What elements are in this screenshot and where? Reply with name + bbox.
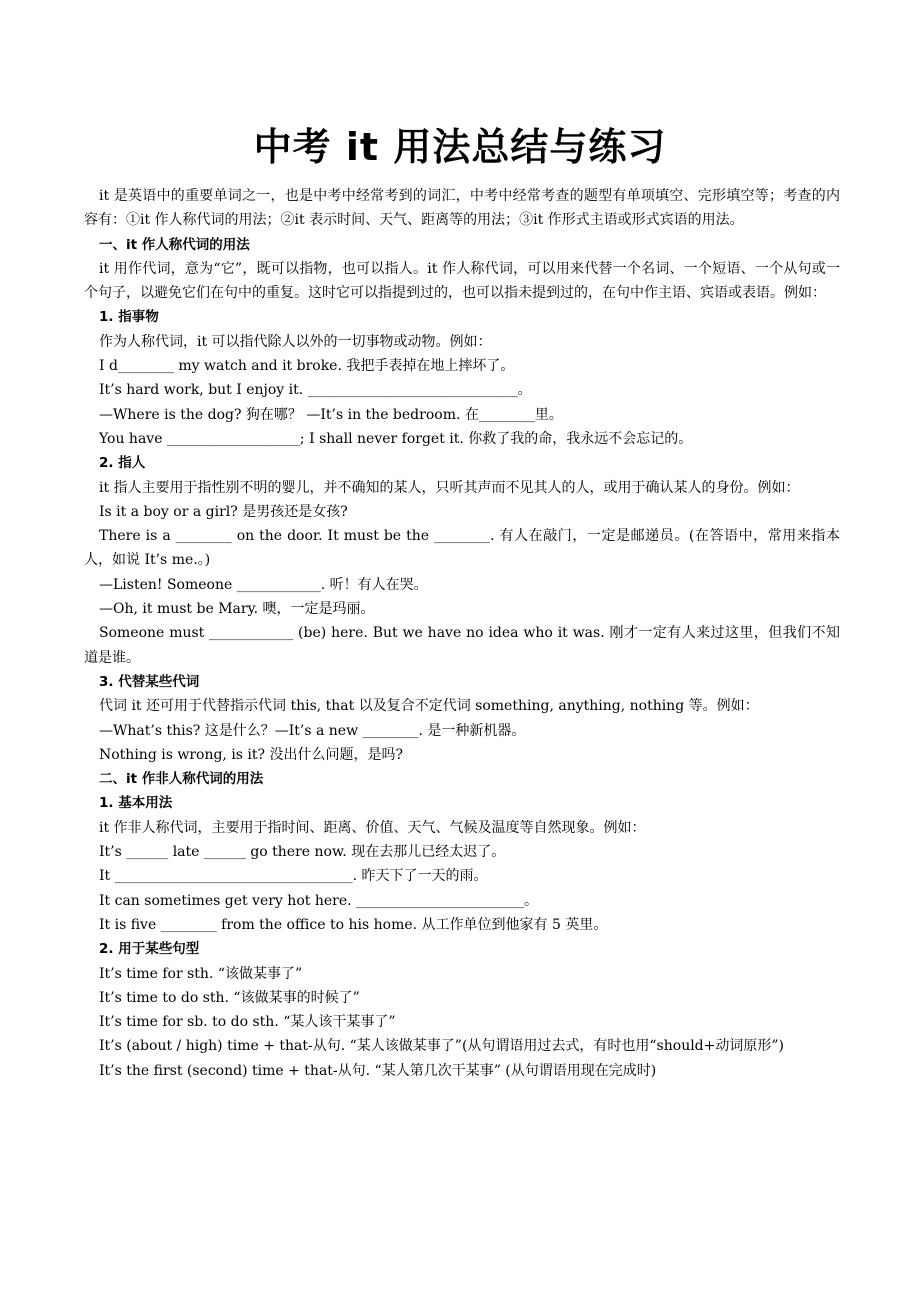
exercise-line: —What’s this? 这是什么？—It’s a new ________. 是一种新机器。 — [99, 722, 526, 739]
exercise-line: You have ___________________; I shall never forget it. 你救了我的命，我永远不会忘记的。 — [99, 430, 693, 447]
exercise-line: It __________________________________. 昨天下了一天的雨。 — [99, 868, 488, 885]
exercise-line: —Oh, it must be Mary. 噢，一定是玛丽。 — [99, 601, 375, 618]
text-line: 作为人称代词，it 可以指代除人以外的一切事物或动物。例如： — [99, 333, 492, 350]
subsection-heading: 2. 指人 — [99, 455, 146, 472]
text-line: 代词 it 还可用于代替指示代词 this, that 以及复合不定代词 something, anything, nothing 等。例如： — [99, 698, 759, 715]
document-body — [84, 184, 840, 1083]
text-line: it 指人主要用于指性别不明的婴儿，并不确知的某人，只听其声而不见其人的人，或用于确认某人的身份。例如： — [99, 479, 800, 496]
pattern-line: It’s time for sb. to do sth. “某人该干某事了” — [99, 1014, 396, 1031]
exercise-line: It’s ______ late ______ go there now. 现在去那儿已经太迟了。 — [99, 844, 506, 861]
exercise-line: Is it a boy or a girl? 是男孩还是女孩? — [99, 503, 348, 520]
subsection-heading: 1. 指事物 — [99, 309, 159, 326]
subsection-heading: 1. 基本用法 — [99, 795, 173, 812]
page-title: 中考 it 用法总结与练习 — [253, 125, 667, 169]
subsection-heading: 2. 用于某些句型 — [99, 941, 200, 958]
exercise-line: Someone must ____________ (be) here. But we have no idea who it was. 刚才一定有人来过这里，但我们不知道是谁。 — [84, 625, 840, 666]
exercise-line: It’s hard work, but I enjoy it. ______________________________。 — [99, 382, 532, 399]
intro-paragraph: it 是英语中的重要单词之一，也是中考中经常考到的词汇，中考中经常考查的题型有单项填空、完形填空等；考查的内容有：①it 作人称代词的用法；②it 表示时间、天气、距离等的用法；③it 作形式主语或形式宾语的用法。 — [84, 188, 840, 229]
pattern-line: It’s time for sth. “该做某事了” — [99, 965, 303, 982]
text-line: it 作非人称代词，主要用于指时间、距离、价值、天气、气候及温度等自然现象。例如： — [99, 819, 646, 836]
exercise-line: It can sometimes get very hot here. ________________________。 — [99, 892, 539, 909]
pattern-line: It’s time to do sth. “该做某事的时候了” — [99, 989, 360, 1006]
section-heading: 一、it 作人称代词的用法 — [99, 236, 250, 253]
exercise-line: It is five ________ from the office to his home. 从工作单位到他家有 5 英里。 — [99, 916, 608, 933]
exercise-line: I d________ my watch and it broke. 我把手表掉在地上摔坏了。 — [99, 358, 515, 375]
exercise-line: —Listen! Someone ____________. 听！有人在哭。 — [99, 576, 428, 593]
pattern-line: It’s the first (second) time + that-从句. “某人第几次干某事” (从句谓语用现在完成时) — [99, 1062, 657, 1079]
exercise-line: —Where is the dog? 狗在哪？ —It’s in the bedroom. 在________里。 — [99, 406, 563, 423]
section-heading: 二、it 作非人称代词的用法 — [99, 771, 264, 788]
section-intro: it 用作代词，意为“它”，既可以指物，也可以指人。it 作人称代词，可以用来代替一个名词、一个短语、一个从句或一个句子，以避免它们在句中的重复。这时它可以指提到过的，也可以指未提到过的，在句中作主语、宾语或表语。例如： — [84, 260, 840, 302]
exercise-line: Nothing is wrong, is it? 没出什么问题，是吗? — [99, 746, 404, 763]
pattern-line: It’s (about / high) time + that-从句. “某人该做某事了”(从句谓语用过去式，有时也用“should+动词原形”) — [99, 1038, 784, 1055]
exercise-line: There is a ________ on the door. It must be the ________. 有人在敲门，一定是邮递员。(在答语中，常用来指本人，如说 It’s me.。) — [84, 528, 840, 569]
subsection-heading: 3. 代替某些代词 — [99, 673, 200, 690]
